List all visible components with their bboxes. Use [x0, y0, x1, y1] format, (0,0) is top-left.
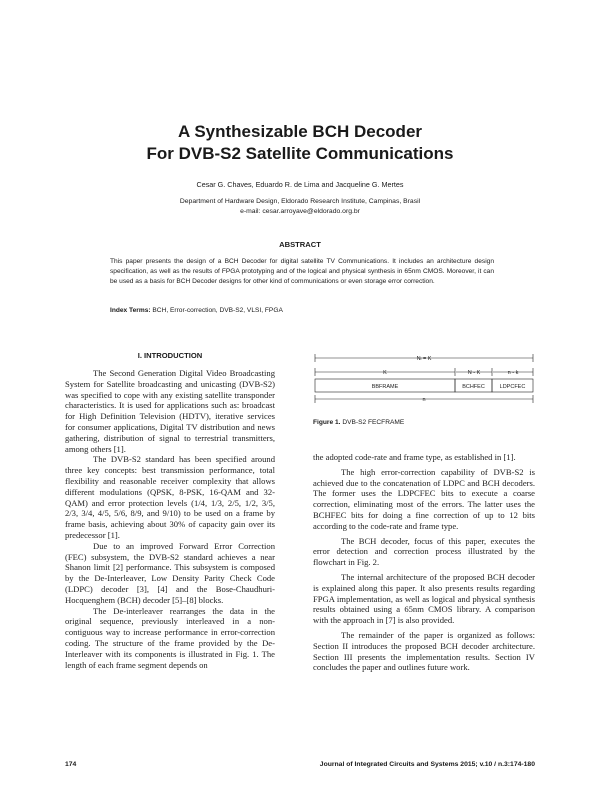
- segment-ldpcfec-label: LDPCFEC: [499, 384, 526, 390]
- paper-title: [0, 121, 600, 165]
- index-terms-label: Index Terms:: [110, 307, 151, 314]
- paragraph: The remainder of the paper is organized as follows: Section II introduces the proposed BCH decoder architecture. Section III presents the implementation results. Section IV concludes the paper and outlines future work.: [313, 629, 535, 673]
- label-k: K: [383, 370, 387, 376]
- paragraph: The DVB-S2 standard has been specified around three key concepts: best transmission performance, total flexibility and reasonable receiver complexity that allows different modulations (QPSK, 8-PSK, 16-QAM and 32-QAM) and error protection levels (1/4, 1/3, 2/5, 1/2, 3/5, 2/3, 3/4, 4/5, 5/6, 8/9, and 9/10) to be used on a frame by frame basis, achieving about 30% of capacity gain over its predecessor [1].: [65, 454, 275, 540]
- right-column: [313, 452, 535, 673]
- figure-1-caption-label: Figure 1.: [313, 419, 341, 426]
- affiliation: Department of Hardware Design, Eldorado Research Institute, Campinas, Brasil: [179, 198, 421, 205]
- index-terms-values: BCH, Error-correction, DVB-S2, VLSI, FPGA: [152, 307, 283, 314]
- paragraph: The internal architecture of the proposed BCH decoder is explained along this paper. It also presents results regarding FPGA implementation, as well as logical and physical synthesis results obtained using a 65nm CMOS library. A comparison with the approach in [7] is also provided.: [313, 571, 535, 626]
- authors: Cesar G. Chaves, Eduardo R. de Lima and Jacqueline G. Mertes: [196, 180, 404, 189]
- paragraph: The De-interleaver rearranges the data in the original sequence, previously interleaved in a non-contiguous way to increase performance in error-correction coding. The structure of the frame provided by the De-Interleaver with its components is illustrated in Fig. 1. The length of each frame segment depends on: [65, 605, 275, 670]
- paragraph: The Second Generation Digital Video Broadcasting System for Satellite broadcasting and unicasting (DVB-S2) was specified to cope with any existing satellite transponder characteristics. It is used for applications such as: broadcast for High Definition Television (HDTV), iterative services for consumer applications, Digital TV distribution and news gathering, distribution of signal to terrestrial transmitters, among others [1].: [65, 368, 275, 454]
- paragraph: The BCH decoder, focus of this paper, executes the error detection and correction process illustrated by the flowchart in Fig. 2.: [313, 535, 535, 568]
- label-nk2: n - k: [507, 370, 519, 376]
- segment-bchfec-label: BCHFEC: [462, 384, 485, 390]
- paragraph: The high error-correction capability of DVB-S2 is achieved due to the concatenation of LDPC and BCH decoders. The former uses the LDPCFEC bits to execute a coarse correction, eliminating most of the errors. The latter uses the BCHFEC bits for doing a fine correction of up to 12 bits according to the code-rate and frame type.: [313, 466, 535, 531]
- paragraph: the adopted code-rate and frame type, as established in [1].: [313, 452, 516, 462]
- abstract-heading: ABSTRACT: [279, 240, 321, 249]
- segment-bbframe-label: BBFRAME: [371, 384, 399, 390]
- title-line-1: A Synthesizable BCH Decoder: [177, 122, 423, 141]
- label-n: n: [422, 397, 426, 403]
- left-column: [65, 368, 275, 670]
- journal-citation: Journal of Integrated Circuits and Systems 2015; v.10 / n.3:174-180: [319, 761, 535, 768]
- paragraph: Due to an improved Forward Error Correction (FEC) subsystem, the DVB-S2 standard achieves a near Shanon limit [2] performance. This subsystem is composed by the De-Interleaver, Low Density Parity Check Code (LDPC) decoder [3], [4] and the Bose-Chaudhuri-Hocquenghem (BCH) decoder [5]–[8] blocks.: [65, 540, 275, 605]
- figure-1-caption: [313, 419, 404, 426]
- section-heading-introduction: I. INTRODUCTION: [137, 351, 203, 360]
- page-number: 174: [65, 761, 77, 768]
- figure-1-caption-text: DVB-S2 FECFRAME: [342, 419, 405, 426]
- index-terms: [110, 307, 494, 314]
- abstract-text: This paper presents the design of a BCH Decoder for digital satellite TV Communications. It includes an architecture design specification, as well as the results of FPGA prototyping and of the logical and physical synthesis in 65nm CMOS. Moreover, it can be used as a basis for BCH Decoder designs for other kind of communications or even storage error correction.: [110, 258, 494, 285]
- title-line-2: For DVB-S2 Satellite Communications: [146, 144, 454, 163]
- affiliation-block: [0, 197, 600, 217]
- label-nk1: N - K: [467, 370, 481, 376]
- label-top: Nₗ = K: [416, 356, 432, 362]
- figure-1-fecframe: [313, 348, 535, 420]
- email: e-mail: cesar.arroyave@eldorado.org.br: [240, 208, 360, 215]
